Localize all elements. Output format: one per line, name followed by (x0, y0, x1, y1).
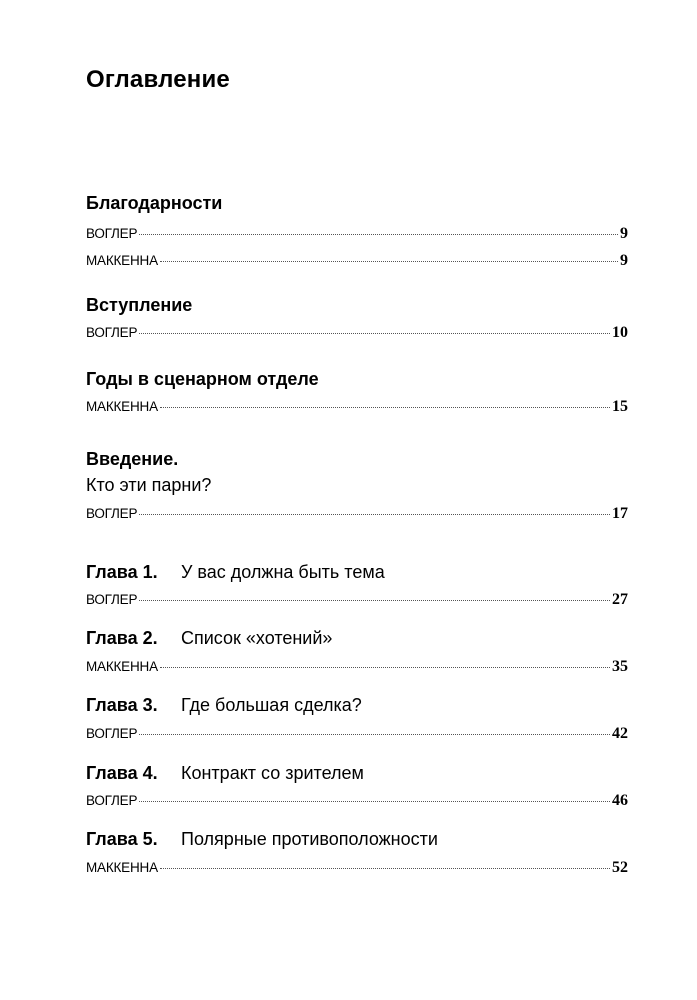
toc-entry[interactable] (86, 505, 628, 523)
section-subtitle-introduction: Кто эти парни? (86, 475, 212, 495)
entry-page-number: 46 (612, 792, 628, 809)
toc-entry[interactable] (86, 252, 628, 270)
section-heading-acknowledgements: Благодарности (86, 193, 223, 213)
entry-author: ВОГЛЕР (86, 325, 138, 340)
chapter-heading-5 (86, 829, 438, 850)
entry-page-number: 10 (612, 324, 628, 341)
toc-entry[interactable] (86, 398, 628, 416)
entry-page-number: 27 (612, 591, 628, 608)
entry-author: ВОГЛЕР (86, 226, 138, 241)
toc-entry[interactable] (86, 658, 628, 676)
entry-author: МАККЕННА (86, 659, 158, 674)
dot-leader (139, 801, 610, 802)
dot-leader (160, 868, 610, 869)
dot-leader (139, 600, 610, 601)
entry-page-number: 35 (612, 658, 628, 675)
page-title: Оглавление (86, 66, 230, 93)
section-heading-story-department: Годы в сценарном отделе (86, 369, 319, 389)
toc-entry[interactable] (86, 859, 628, 877)
entry-page-number: 15 (612, 398, 628, 415)
chapter-title: Где большая сделка? (181, 695, 362, 715)
entry-author: ВОГЛЕР (86, 592, 138, 607)
chapter-title: У вас должна быть тема (181, 562, 385, 582)
entry-author: ВОГЛЕР (86, 793, 138, 808)
chapter-title: Контракт со зрителем (181, 763, 364, 783)
chapter-label: Глава 2. (86, 628, 158, 648)
dot-leader (160, 667, 610, 668)
toc-entry[interactable] (86, 725, 628, 743)
dot-leader (139, 234, 618, 235)
entry-author: МАККЕННА (86, 860, 158, 875)
entry-author: МАККЕННА (86, 253, 158, 268)
dot-leader (139, 514, 610, 515)
chapter-heading-4 (86, 763, 364, 784)
toc-entry[interactable] (86, 324, 628, 342)
dot-leader (160, 261, 618, 262)
chapter-heading-2 (86, 628, 332, 649)
entry-author: ВОГЛЕР (86, 726, 138, 741)
chapter-label: Глава 5. (86, 829, 158, 849)
entry-page-number: 42 (612, 725, 628, 742)
toc-entry[interactable] (86, 591, 628, 609)
chapter-heading-3 (86, 695, 362, 716)
chapter-label: Глава 4. (86, 763, 158, 783)
section-heading-introduction: Введение. (86, 449, 179, 469)
entry-author: ВОГЛЕР (86, 506, 138, 521)
toc-entry[interactable] (86, 225, 628, 243)
chapter-label: Глава 3. (86, 695, 158, 715)
entry-page-number: 9 (620, 252, 628, 269)
entry-page-number: 52 (612, 859, 628, 876)
dot-leader (139, 333, 610, 334)
dot-leader (160, 407, 610, 408)
section-heading-foreword: Вступление (86, 295, 193, 315)
chapter-title: Полярные противоположности (181, 829, 438, 849)
chapter-heading-1 (86, 562, 385, 583)
entry-page-number: 9 (620, 225, 628, 242)
entry-page-number: 17 (612, 505, 628, 522)
entry-author: МАККЕННА (86, 399, 158, 414)
dot-leader (139, 734, 610, 735)
toc-entry[interactable] (86, 792, 628, 810)
chapter-label: Глава 1. (86, 562, 158, 582)
chapter-title: Список «хотений» (181, 628, 333, 648)
